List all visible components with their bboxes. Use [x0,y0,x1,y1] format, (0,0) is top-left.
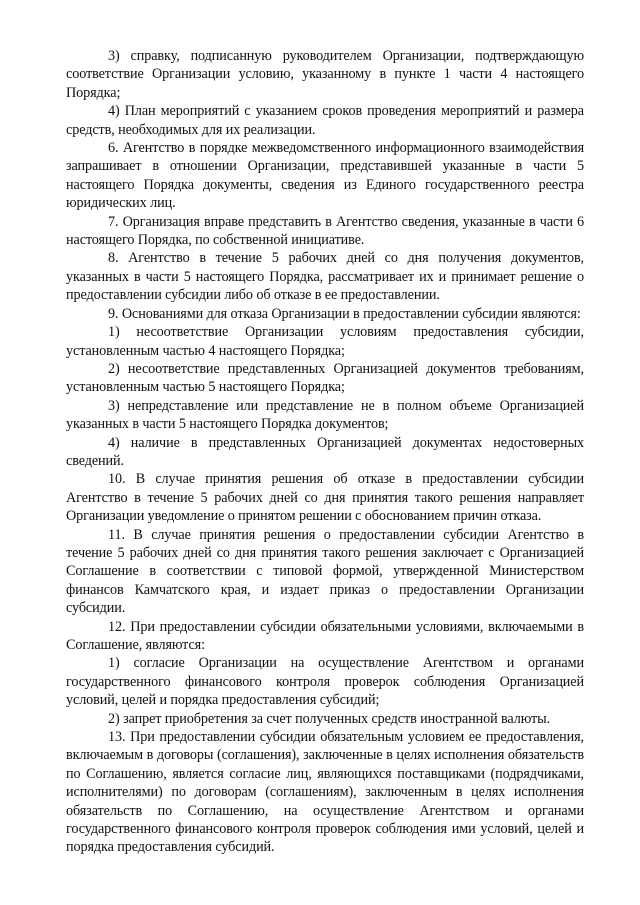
paragraph-16: 13. При предоставлении субсидии обязательным условием ее предоставления, включаемым в договоры (соглашения), заключенные в целях исполнения обязательств по Соглашению, является согласие лиц, являющихся поставщиками (подрядчиками, исполнителями) по договорам (соглашениям), заключенным в целях исполнения обязательств по Соглашению, на осуществление Агентством и органами государственного финансового контроля проверок соблюдения ими условий, целей и порядка предоставления субсидий. [66,729,584,856]
paragraph-1: 3) справку, подписанную руководителем Организации, подтверждающую соответствие Организации условию, указанному в пункте 1 части 4 настоящего Порядка; [66,48,584,101]
paragraph-2: 4) План мероприятий с указанием сроков проведения мероприятий и размера средств, необходимых для их реализации. [66,103,584,138]
paragraph-3: 6. Агентство в порядке межведомственного информационного взаимодействия запрашивает в отношении Организации, представившей указанные в части 5 настоящего Порядка документы, сведения из Единого государственного реестра юридических лиц. [66,140,584,212]
paragraph-4: 7. Организация вправе представить в Агентство сведения, указанные в части 6 настоящего Порядка, по собственной инициативе. [66,213,584,249]
paragraph-8: 2) несоответствие представленных Организацией документов требованиям, установленным частью 5 настоящего Порядка; [66,360,584,396]
paragraph-9: 3) непредставление или представление не в полном объеме Организацией указанных в части 5 настоящего Порядка документов; [66,397,584,433]
paragraph-11: 10. В случае принятия решения об отказе в предоставлении субсидии Агентство в течение 5 рабочих дней со дня принятия такого решения направляет Организации уведомление о принятом решении с обоснованием причин отказа. [66,471,584,525]
paragraph-13: 12. При предоставлении субсидии обязательными условиями, включаемыми в Соглашение, являются: [66,618,584,653]
paragraph-5: 8. Агентство в течение 5 рабочих дней со дня получения документов, указанных в части 5 настоящего Порядка, рассматривает их и принимает решение о предоставлении субсидии либо об отказе в ее предоставлении. [66,250,584,304]
paragraph-10: 4) наличие в представленных Организацией документах недостоверных сведений. [66,434,584,469]
paragraph-12: 11. В случае принятия решения о предоставлении субсидии Агентство в течение 5 рабочих дней со дня принятия такого решения заключает с Организацией Соглашение в соответствии с типовой формой, утвержденной Министерством финансов Камчатского края, и издает приказ о предоставлении Организации субсидии. [66,526,584,617]
paragraph-7: 1) несоответствие Организации условиям предоставления субсидии, установленным частью 4 настоящего Порядка; [66,324,584,359]
paragraph-6: 9. Основаниями для отказа Организации в предоставлении субсидии являются: [108,305,581,322]
paragraph-15: 2) запрет приобретения за счет полученных средств иностранной валюты. [108,710,551,727]
paragraph-14: 1) согласие Организации на осуществление Агентством и органами государственного финансового контроля проверок соблюдения Организацией условий, целей и порядка предоставления субсидий; [66,655,584,709]
